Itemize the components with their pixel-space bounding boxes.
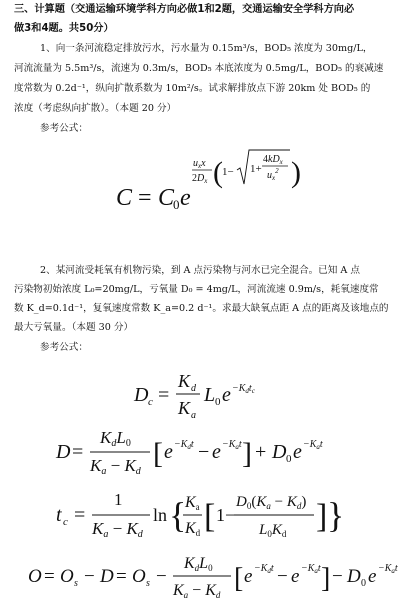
- section-header-line1: 三、计算题（交通运输环境学科方向必做1和2题，交通运输安全学科方向必: [14, 4, 355, 15]
- svg-text:D0(Ka − Kd): $D_0(K_a - K_d)$: [236, 494, 307, 511]
- svg-text:0: 0: [361, 578, 366, 589]
- svg-text:L: L: [204, 384, 216, 406]
- svg-text:(: (: [213, 156, 223, 189]
- svg-text:{: {: [169, 495, 187, 535]
- svg-text:e: e: [244, 566, 253, 587]
- q1-line2: 河流流量为 5.5m³/s，流速为 0.3m/s，BOD₅ 本底浓度为 0.5mg/L，BOD₅ 的衰减速: [14, 63, 384, 74]
- svg-text:e: e: [293, 441, 302, 463]
- svg-text:]: ]: [242, 437, 252, 470]
- svg-text:=: =: [138, 185, 152, 211]
- svg-text:uxx: $u_xx$: [193, 158, 206, 170]
- svg-text:O: O: [132, 566, 146, 587]
- svg-text:4kDx: $4kD_x$: [263, 154, 283, 166]
- svg-text:O: O: [28, 566, 42, 587]
- svg-text:s: s: [74, 578, 78, 589]
- svg-text:−: −: [156, 566, 167, 587]
- q1-line4: 浓度（考虑纵向扩散）。（本题 20 分）: [14, 103, 177, 114]
- svg-text:0: 0: [173, 197, 180, 212]
- svg-text:}: }: [327, 495, 345, 535]
- q1-reference-label: 参考公式：: [40, 123, 88, 134]
- q2-line1: 2、某河流受耗氧有机物污染，到 A 点污染物与河水已完全混合。已知 A 点: [40, 265, 360, 276]
- svg-text:−Kat: $-K_at$: [378, 563, 398, 575]
- svg-text:−Kat: $-K_at$: [301, 563, 321, 575]
- svg-text:a: a: [191, 410, 196, 421]
- svg-text:1−: 1−: [216, 505, 236, 525]
- svg-text:=: =: [116, 566, 127, 587]
- svg-text:1: 1: [114, 490, 123, 509]
- svg-text:): ): [291, 156, 301, 189]
- svg-text:D: D: [56, 441, 71, 463]
- formula-dissolved-oxygen: [26, 551, 419, 605]
- svg-text:−: −: [332, 566, 343, 587]
- svg-text:Ka − Kd: Ka − Kd: [90, 456, 141, 477]
- svg-text:C: C: [116, 185, 133, 211]
- formula-critical-deficit: [130, 367, 280, 422]
- svg-text:[: [: [153, 437, 163, 470]
- svg-text:=: =: [74, 504, 86, 526]
- formula-oxygen-deficit: [52, 425, 352, 480]
- formula-critical-time: [52, 485, 352, 547]
- svg-text:K: K: [178, 371, 191, 391]
- svg-text:−Kdtc: $-K_dt_c$: [232, 383, 255, 395]
- svg-text:−Kat: $-K_at$: [222, 439, 242, 451]
- svg-text:]: ]: [321, 563, 331, 594]
- svg-text:=: =: [158, 384, 170, 406]
- svg-text:e: e: [180, 185, 191, 211]
- svg-text:ux2: $u_x^2$: [267, 167, 279, 182]
- svg-text:−: −: [277, 566, 288, 587]
- svg-text:0: 0: [215, 396, 221, 408]
- svg-text:C: C: [158, 185, 175, 211]
- svg-text:Ka: Ka: [185, 494, 200, 512]
- svg-text:s: s: [146, 578, 150, 589]
- svg-text:KdL0: KdL0: [100, 428, 131, 449]
- svg-text:e: e: [212, 441, 221, 463]
- svg-text:−: −: [84, 566, 95, 587]
- svg-text:d: d: [191, 383, 196, 394]
- section-header-line2: 做3和4题。共50分）: [14, 23, 114, 34]
- q1-line3: 度常数为 0.2d⁻¹，纵向扩散系数为 10m²/s。试求解排放点下游 20km 处 BOD₅ 的: [14, 83, 371, 94]
- svg-text:D: D: [134, 384, 149, 406]
- svg-text:O: O: [60, 566, 74, 587]
- svg-text:[: [: [234, 563, 244, 594]
- svg-text:1−: 1−: [222, 166, 234, 178]
- svg-text:−: −: [198, 441, 210, 463]
- svg-text:c: c: [148, 396, 153, 408]
- svg-text:t: t: [56, 504, 62, 526]
- svg-text:Ka − Kd: Ka − Kd: [92, 519, 143, 540]
- q1-line1: 1、向一条河流稳定排放污水，污水量为 0.15m³/s，BOD₅ 浓度为 30mg/L，: [40, 43, 373, 54]
- svg-text:L0Kd: $L_0K_d$: [259, 522, 287, 539]
- svg-text:D: D: [347, 566, 361, 587]
- svg-text:e: e: [291, 566, 300, 587]
- svg-text:−Kdt: $-K_dt$: [254, 563, 274, 575]
- q2-line2: 污染物初始浓度 L₀=20mg/L，亏氧量 D₀ = 4mg/L，河流流速 0.9m/s，耗氧速度常: [14, 284, 379, 295]
- svg-text:[: [: [204, 498, 216, 535]
- svg-text:1+: 1+: [250, 163, 262, 175]
- svg-text:e: e: [222, 384, 231, 406]
- svg-text:]: ]: [316, 498, 328, 535]
- q2-reference-label: 参考公式：: [40, 342, 88, 353]
- svg-text:e: e: [368, 566, 377, 587]
- svg-text:=: =: [72, 441, 84, 463]
- svg-text:−Kat: $-K_at$: [303, 439, 323, 451]
- svg-text:+: +: [255, 441, 267, 463]
- q2-line3: 数 K_d=0.1d⁻¹，复氧速度常数 K_a=0.2 d⁻¹。求最大缺氧点距 A 点的距离及该地点的: [14, 303, 389, 314]
- svg-text:ln: ln: [153, 505, 168, 525]
- svg-text:K: K: [178, 398, 191, 418]
- svg-text:0: 0: [286, 453, 292, 465]
- svg-text:−Kdt: $-K_dt$: [174, 439, 194, 451]
- svg-text:D: D: [272, 441, 287, 463]
- svg-text:=: =: [44, 566, 55, 587]
- formula-concentration: [100, 140, 340, 220]
- svg-text:Kd: Kd: [185, 520, 201, 538]
- svg-text:2Dx: $2D_x$: [192, 173, 208, 185]
- svg-text:D: D: [100, 566, 114, 587]
- svg-text:KdL0: KdL0: [184, 555, 213, 573]
- q2-line4: 最大亏氧量。（本题 30 分）: [14, 322, 134, 333]
- svg-text:c: c: [63, 516, 68, 528]
- svg-text:Ka − Kd: Ka − Kd: [173, 582, 221, 600]
- svg-text:e: e: [164, 441, 173, 463]
